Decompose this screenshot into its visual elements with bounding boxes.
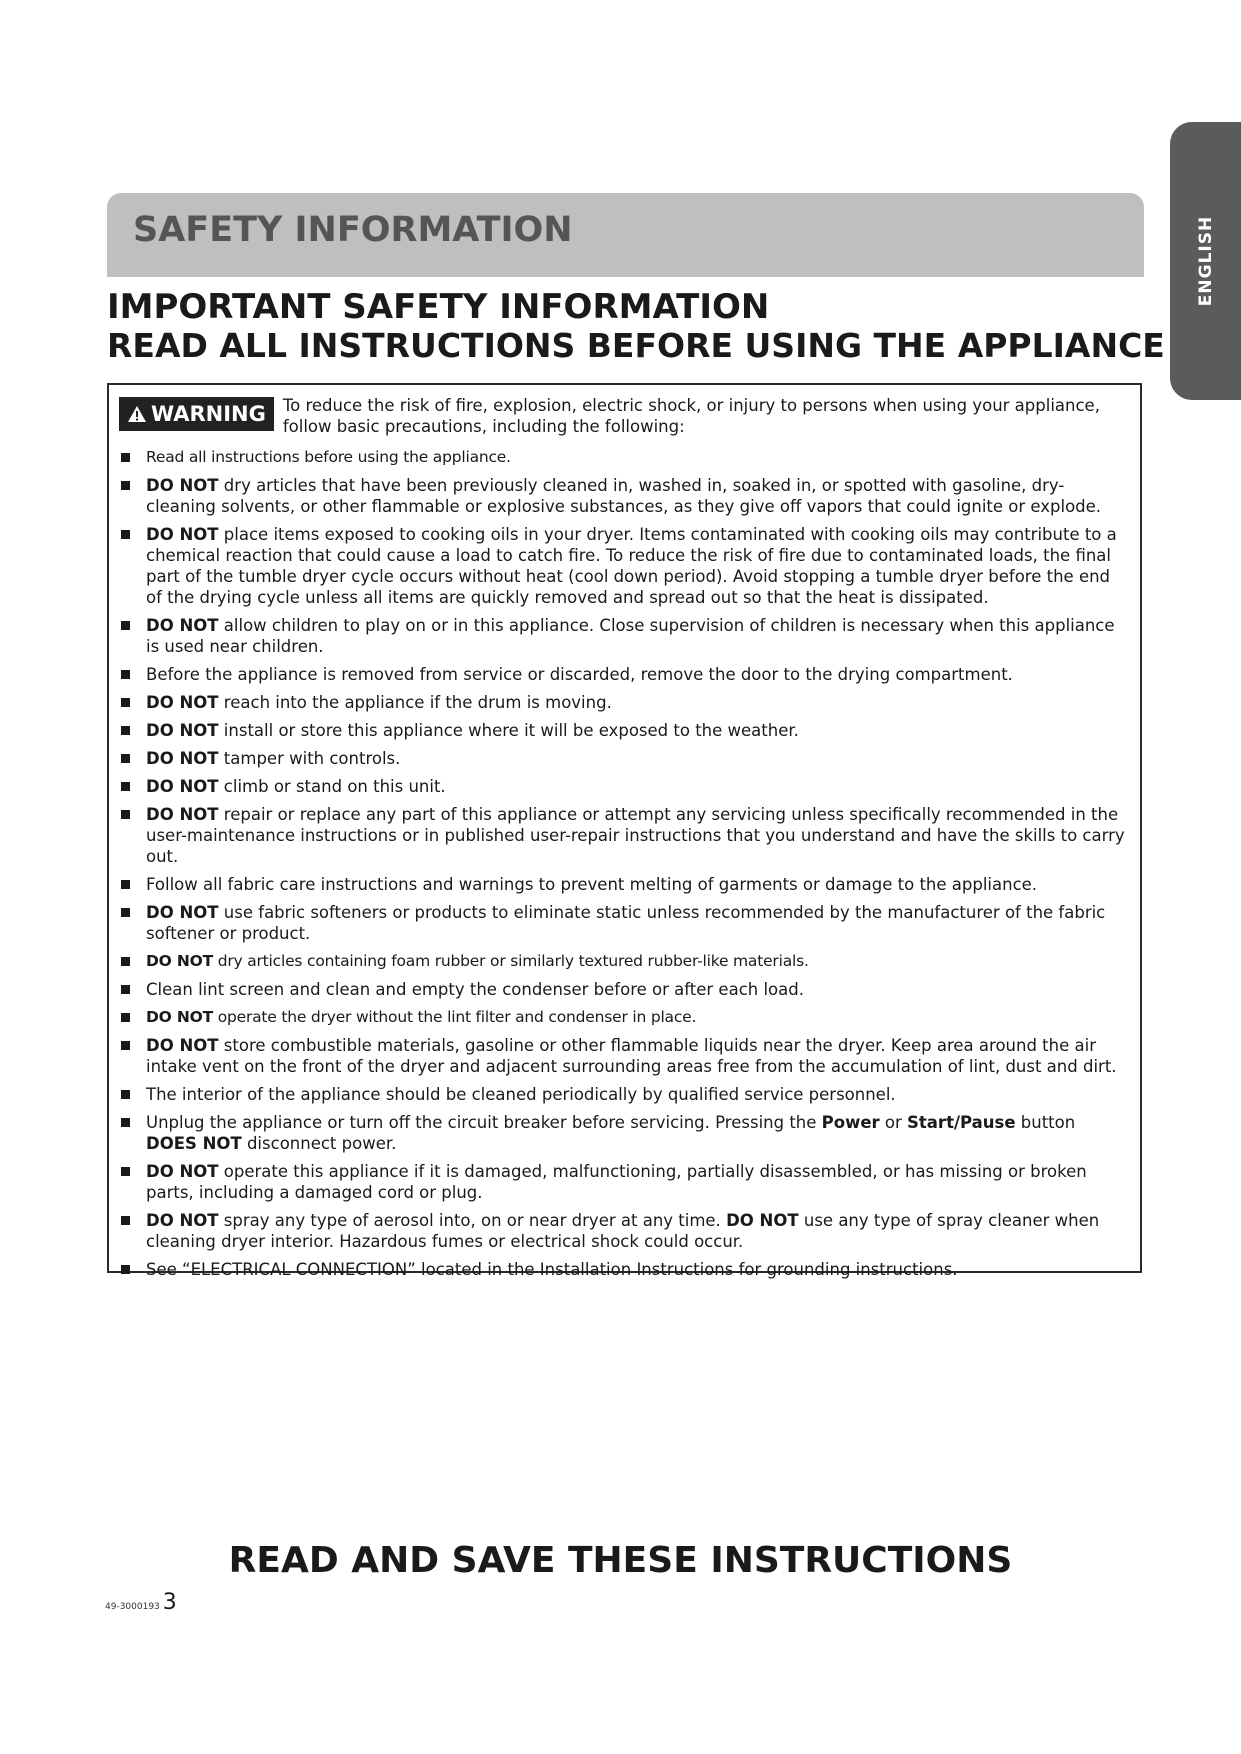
safety-list-item	[119, 804, 1126, 867]
emphasis-text: DO NOT	[146, 1036, 219, 1055]
emphasis-text: DO NOT	[146, 749, 219, 768]
safety-list-item	[119, 1035, 1126, 1077]
emphasis-text: DO NOT	[146, 952, 213, 970]
item-text: dry articles that have been previously cleaned in, washed in, soaked in, or spotted with gasoline, dry-cleaning solvents, or other flammable or explosive substances, as they give off vapors that could ignite or explode.	[146, 476, 1102, 516]
bullet-square-icon	[121, 880, 130, 889]
item-text: button	[1015, 1113, 1076, 1132]
item-text: store combustible materials, gasoline or other flammable liquids near the dryer. Keep area around the air intake vent on the front of the dryer and adjacent surrounding areas free from the accumulation of lint, dust and dirt.	[146, 1036, 1117, 1076]
bullet-square-icon	[121, 754, 130, 763]
safety-list-item	[119, 524, 1126, 608]
bullet-square-icon	[121, 481, 130, 490]
item-text: or	[879, 1113, 908, 1132]
safety-list-item	[119, 874, 1126, 895]
emphasis-text: DO NOT	[146, 476, 219, 495]
safety-list-item	[119, 748, 1126, 769]
item-text: Unplug the appliance or turn off the circuit breaker before servicing. Pressing the	[146, 1113, 822, 1132]
item-text: Before the appliance is removed from service or discarded, remove the door to the drying compartment.	[146, 665, 1013, 684]
bullet-square-icon	[121, 985, 130, 994]
page-number-block	[105, 1590, 177, 1615]
warning-triangle-icon	[127, 405, 147, 423]
item-text: install or store this appliance where it will be exposed to the weather.	[218, 721, 799, 740]
safety-list-item	[119, 615, 1126, 657]
bullet-square-icon	[121, 726, 130, 735]
warning-header	[119, 395, 1126, 437]
emphasis-text: DO NOT	[146, 1162, 219, 1181]
safety-list-item	[119, 1112, 1126, 1154]
item-text: allow children to play on or in this appliance. Close supervision of children is necessary when this appliance is used near children.	[146, 616, 1115, 656]
safety-list-item	[119, 1259, 1126, 1280]
heading-read-all-instructions: READ ALL INSTRUCTIONS BEFORE USING THE APPLIANCE	[107, 326, 1165, 365]
section-header-bar	[107, 193, 1144, 277]
section-title: SAFETY INFORMATION	[133, 210, 573, 250]
warning-intro: To reduce the risk of fire, explosion, electric shock, or injury to persons when using your appliance, follow basic precautions, including the following:	[282, 396, 1100, 436]
emphasis-text: DO NOT	[146, 1008, 213, 1026]
safety-list	[119, 447, 1126, 1280]
item-text: place items exposed to cooking oils in your dryer. Items contaminated with cooking oils may contribute to a chemical reaction that could cause a load to catch fire. To reduce the risk of fire due to contaminated loads, the final part of the tumble dryer cycle occurs without heat (cool down period). Avoid stopping a tumble dryer before the end of the drying cycle unless all items are quickly removed and spread out so that the heat is dissipated.	[146, 525, 1117, 607]
item-text: Read all instructions before using the appliance.	[146, 448, 511, 466]
item-text: The interior of the appliance should be cleaned periodically by qualified service personnel.	[146, 1085, 896, 1104]
footer-title: READ AND SAVE THESE INSTRUCTIONS	[228, 1540, 1013, 1581]
bullet-square-icon	[121, 453, 130, 462]
emphasis-text: DO NOT	[146, 805, 219, 824]
emphasis-text: DO NOT	[146, 1211, 219, 1230]
emphasis-text: DO NOT	[146, 693, 219, 712]
item-text: operate the dryer without the lint filter and condenser in place.	[212, 1008, 697, 1026]
safety-list-item	[119, 1161, 1126, 1203]
emphasis-text: DO NOT	[146, 616, 219, 635]
safety-list-item	[119, 475, 1126, 517]
bullet-square-icon	[121, 670, 130, 679]
bullet-square-icon	[121, 1013, 130, 1022]
item-text: Follow all fabric care instructions and warnings to prevent melting of garments or damage to the appliance.	[146, 875, 1038, 894]
emphasis-text: Power	[821, 1113, 880, 1132]
bullet-square-icon	[121, 1090, 130, 1099]
bullet-square-icon	[121, 908, 130, 917]
bullet-square-icon	[121, 1216, 130, 1225]
emphasis-text: DO NOT	[146, 721, 219, 740]
item-text: use fabric softeners or products to eliminate static unless recommended by the manufacturer of the fabric softener or product.	[146, 903, 1106, 943]
safety-list-item	[119, 720, 1126, 741]
emphasis-text: Start/Pause	[907, 1113, 1016, 1132]
safety-list-item	[119, 1007, 1126, 1028]
emphasis-text: DOES NOT	[146, 1134, 242, 1153]
emphasis-text: DO NOT	[146, 903, 219, 922]
bullet-square-icon	[121, 1041, 130, 1050]
bullet-square-icon	[121, 957, 130, 966]
item-text: tamper with controls.	[218, 749, 401, 768]
item-text: See “ELECTRICAL CONNECTION” located in the Installation Instructions for grounding instructions.	[146, 1260, 958, 1279]
language-tab	[1170, 122, 1241, 400]
warning-box	[107, 383, 1142, 1279]
bullet-square-icon	[121, 810, 130, 819]
bullet-square-icon	[121, 782, 130, 791]
item-text: repair or replace any part of this appliance or attempt any servicing unless specifically recommended in the user-maintenance instructions or in published user-repair instructions that you understand and have the skills to carry out.	[146, 805, 1125, 866]
emphasis-text: DO NOT	[146, 525, 219, 544]
item-text: Clean lint screen and clean and empty the condenser before or after each load.	[146, 980, 804, 999]
item-text: use any type of spray cleaner when cleaning dryer interior. Hazardous fumes or electrical shock could occur.	[146, 1211, 1100, 1251]
page-number: 3	[162, 1590, 177, 1615]
item-text: reach into the appliance if the drum is moving.	[218, 693, 612, 712]
safety-list-item	[119, 1084, 1126, 1105]
emphasis-text: DO NOT	[726, 1211, 799, 1230]
emphasis-text: DO NOT	[146, 777, 219, 796]
bullet-square-icon	[121, 1118, 130, 1127]
bullet-square-icon	[121, 1167, 130, 1176]
item-text: disconnect power.	[241, 1134, 397, 1153]
safety-list-item	[119, 447, 1126, 468]
item-text: climb or stand on this unit.	[218, 777, 446, 796]
warning-badge	[119, 397, 274, 431]
item-text: spray any type of aerosol into, on or near dryer at any time.	[218, 1211, 727, 1230]
safety-list-item	[119, 692, 1126, 713]
safety-list-item	[119, 776, 1126, 797]
safety-list-item	[119, 951, 1126, 972]
bullet-square-icon	[121, 530, 130, 539]
item-text: operate this appliance if it is damaged, malfunctioning, partially disassembled, or has missing or broken parts, including a damaged cord or plug.	[146, 1162, 1087, 1202]
safety-list-item	[119, 979, 1126, 1000]
item-text: dry articles containing foam rubber or similarly textured rubber-like materials.	[212, 952, 809, 970]
bullet-square-icon	[121, 698, 130, 707]
bullet-square-icon	[121, 621, 130, 630]
safety-list-item	[119, 664, 1126, 685]
bullet-square-icon	[121, 1265, 130, 1274]
warning-badge-label: WARNING	[151, 402, 266, 426]
document-code: 49-3000193	[105, 1602, 160, 1612]
heading-important-safety: IMPORTANT SAFETY INFORMATION	[107, 287, 770, 327]
safety-list-item	[119, 902, 1126, 944]
language-tab-label: ENGLISH	[1195, 215, 1216, 307]
safety-list-item	[119, 1210, 1126, 1252]
